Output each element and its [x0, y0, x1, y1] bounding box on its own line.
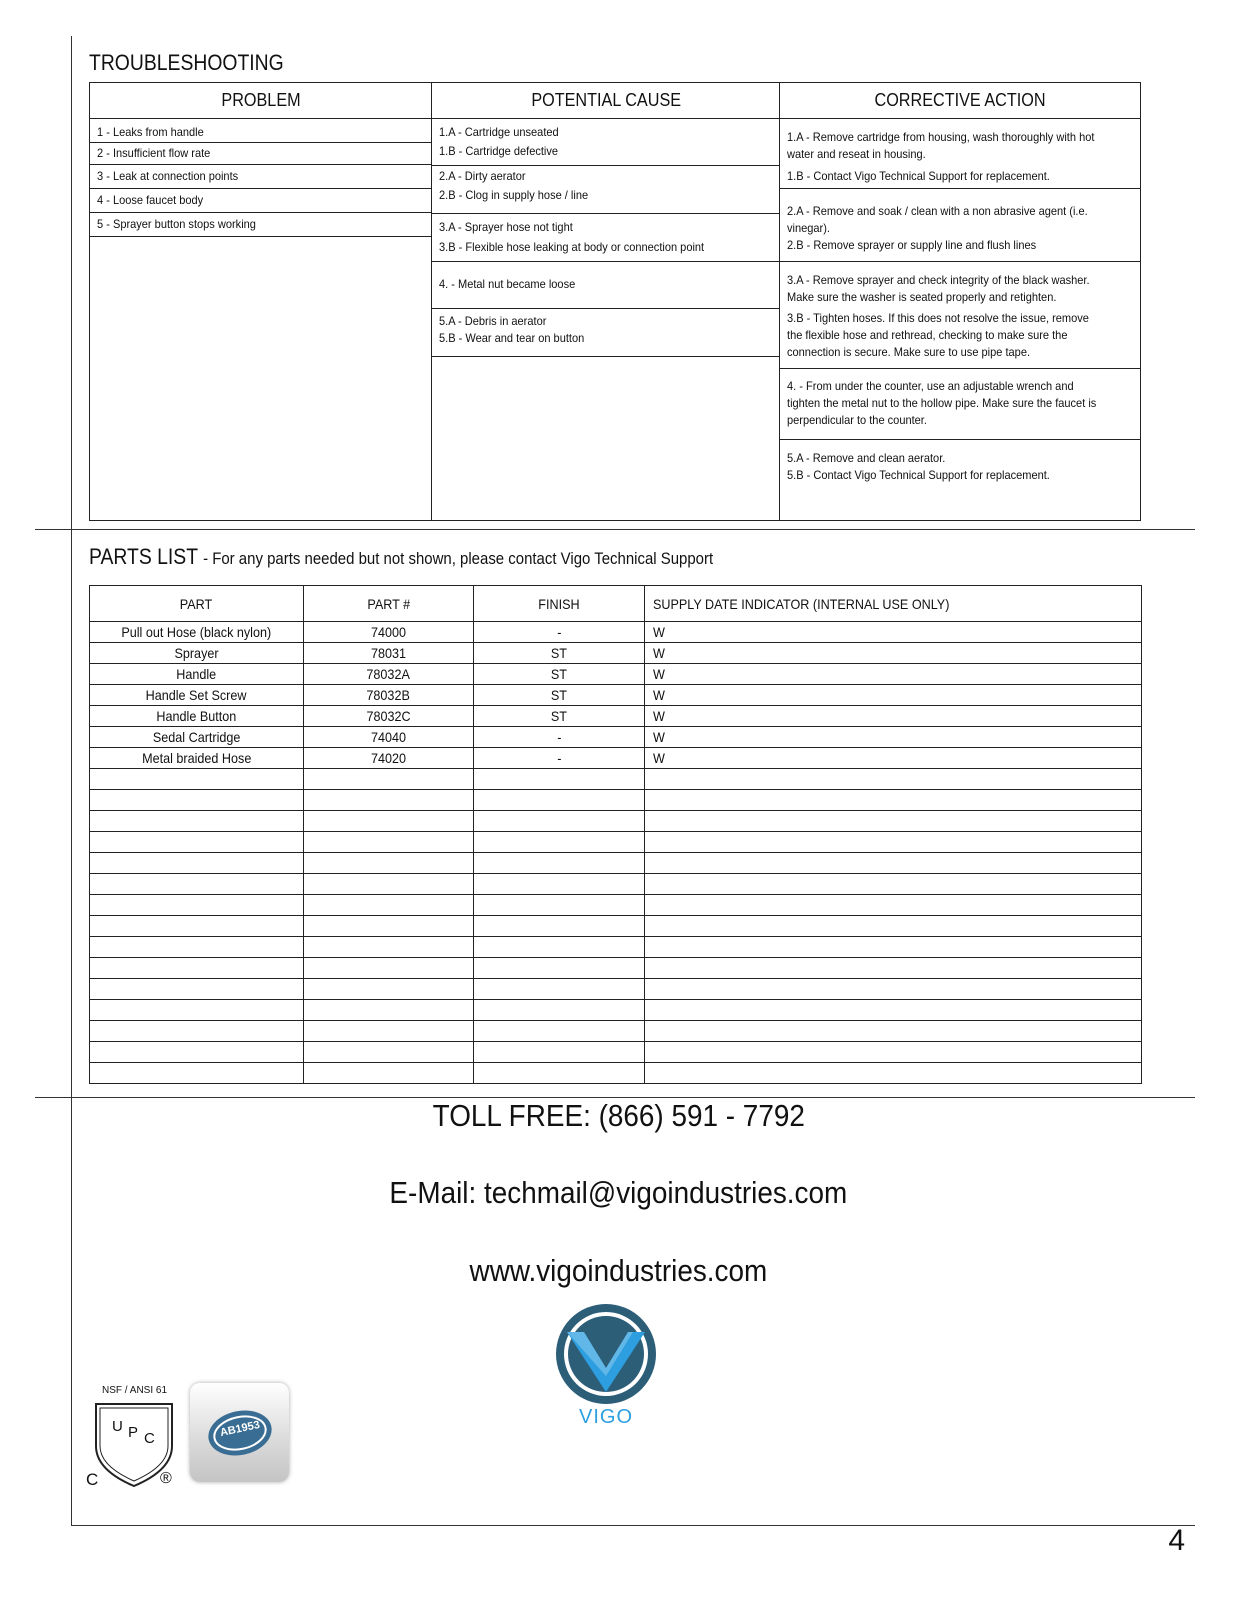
empty-cell [474, 916, 645, 937]
parts-empty-row [90, 916, 1142, 937]
part-name-cell: Metal braided Hose [90, 748, 304, 769]
empty-cell [304, 853, 474, 874]
bottom-rule [71, 1525, 1195, 1526]
empty-cell [304, 1021, 474, 1042]
finish-cell: - [474, 622, 645, 643]
supply-date-cell: W [645, 622, 1142, 643]
supply-date-cell: W [645, 706, 1142, 727]
empty-cell [474, 769, 645, 790]
empty-cell [645, 958, 1142, 979]
parts-empty-row [90, 958, 1142, 979]
part-number-cell: 78032A [304, 664, 474, 685]
parts-empty-row [90, 895, 1142, 916]
toll-free: TOLL FREE: (866) 591 - 7792 [432, 1098, 805, 1133]
page-number: 4 [1168, 1524, 1185, 1557]
action-cell: 4. - From under the counter, use an adjustable wrench and tighten the metal nut to the hollow pipe. Make sure the faucet is perpendicular to the counter. [780, 369, 1140, 440]
vigo-logo-text: VIGO [578, 1406, 633, 1428]
supply-date-cell: W [645, 685, 1142, 706]
parts-empty-row [90, 1063, 1142, 1084]
parts-row [90, 706, 1142, 727]
nsf-label: NSF / ANSI 61 [102, 1385, 168, 1396]
troubleshooting-table [89, 82, 1141, 521]
empty-cell [90, 811, 304, 832]
part-number-cell: 78032B [304, 685, 474, 706]
empty-cell [90, 979, 304, 1000]
problem-row: 1 - Leaks from handle [90, 123, 432, 143]
empty-cell [90, 1021, 304, 1042]
empty-cell [304, 958, 474, 979]
action-cell: 2.A - Remove and soak / clean with a non abrasive agent (i.e. vinegar). 2.B - Remove sprayer or supply line and flush lines [780, 189, 1140, 262]
empty-cell [90, 874, 304, 895]
supply-date-cell: W [645, 727, 1142, 748]
empty-cell [474, 874, 645, 895]
empty-cell [90, 769, 304, 790]
empty-cell [304, 811, 474, 832]
parts-empty-row [90, 874, 1142, 895]
parts-header-row [90, 586, 1142, 622]
header-potential-cause: POTENTIAL CAUSE [432, 83, 780, 119]
empty-cell [90, 937, 304, 958]
parts-empty-row [90, 1000, 1142, 1021]
vigo-logo-icon [553, 1302, 659, 1406]
empty-cell [304, 769, 474, 790]
empty-cell [645, 937, 1142, 958]
website[interactable]: www.vigoindustries.com [469, 1253, 768, 1288]
part-name-cell: Handle [90, 664, 304, 685]
parts-list-heading: PARTS LIST [89, 544, 198, 569]
finish-cell: ST [474, 643, 645, 664]
part-number-cell: 74000 [304, 622, 474, 643]
empty-cell [304, 874, 474, 895]
upc-letter: P [128, 1424, 139, 1441]
upc-letter: U [112, 1418, 123, 1435]
parts-row [90, 664, 1142, 685]
upc-c-mark: C [86, 1470, 99, 1489]
part-name-cell: Handle Set Screw [90, 685, 304, 706]
ab1953-badge [190, 1383, 289, 1482]
parts-empty-row [90, 979, 1142, 1000]
parts-list-title [89, 544, 713, 570]
empty-cell [474, 958, 645, 979]
email[interactable]: E-Mail: techmail@vigoindustries.com [389, 1175, 848, 1210]
header-problem: PROBLEM [90, 83, 432, 119]
empty-cell [645, 853, 1142, 874]
action-cell: 5.A - Remove and clean aerator. 5.B - Contact Vigo Technical Support for replacement. [787, 451, 1050, 482]
finish-cell: - [474, 748, 645, 769]
empty-cell [304, 937, 474, 958]
part-name-cell: Sedal Cartridge [90, 727, 304, 748]
parts-list-subtitle: - For any parts needed but not shown, please contact Vigo Technical Support [203, 549, 714, 568]
upc-mark [86, 1396, 186, 1492]
cause-cell: 5.A - Debris in aerator 5.B - Wear and tear on button [432, 309, 780, 357]
finish-cell: ST [474, 706, 645, 727]
empty-cell [90, 832, 304, 853]
finish-cell: - [474, 727, 645, 748]
parts-row [90, 685, 1142, 706]
part-name-cell: Sprayer [90, 643, 304, 664]
empty-cell [474, 1000, 645, 1021]
parts-row [90, 748, 1142, 769]
empty-cell [90, 895, 304, 916]
action-cell: 1.A - Remove cartridge from housing, wash thoroughly with hot water and reseat in housing. 1.B - Contact Vigo Technical Support for replacement. [780, 121, 1140, 189]
ab1953-label: AB1953 [219, 1418, 261, 1440]
left-margin-line [71, 36, 72, 1526]
empty-cell [304, 790, 474, 811]
empty-cell [645, 979, 1142, 1000]
empty-cell [474, 1021, 645, 1042]
cause-cell: 2.A - Dirty aerator 2.B - Clog in supply hose / line [432, 166, 780, 214]
problem-row: 4 - Loose faucet body [90, 189, 432, 213]
parts-empty-row [90, 937, 1142, 958]
parts-row [90, 727, 1142, 748]
empty-cell [90, 1042, 304, 1063]
part-name-cell: Pull out Hose (black nylon) [90, 622, 304, 643]
empty-cell [90, 853, 304, 874]
empty-cell [645, 790, 1142, 811]
section-divider-1 [35, 529, 1195, 530]
empty-cell [645, 916, 1142, 937]
parts-row [90, 622, 1142, 643]
header-finish: FINISH [474, 586, 645, 622]
part-number-cell: 74040 [304, 727, 474, 748]
empty-cell [645, 811, 1142, 832]
part-name-cell: Handle Button [90, 706, 304, 727]
empty-cell [90, 1063, 304, 1084]
problem-row: 5 - Sprayer button stops working [90, 213, 432, 237]
empty-cell [304, 1042, 474, 1063]
parts-empty-row [90, 1042, 1142, 1063]
empty-cell [90, 916, 304, 937]
parts-empty-row [90, 832, 1142, 853]
registered-mark: ® [160, 1470, 172, 1487]
header-corrective-action: CORRECTIVE ACTION [780, 83, 1140, 119]
supply-date-cell: W [645, 643, 1142, 664]
cause-cell: 3.A - Sprayer hose not tight 3.B - Flexible hose leaking at body or connection point [432, 214, 780, 262]
troubleshooting-title: TROUBLESHOOTING [89, 50, 284, 75]
action-cell: 3.A - Remove sprayer and check integrity of the black washer. Make sure the washer is seated properly and retighten. 3.B - Tighten hoses. If this does not resolve the issue, remove the flexible hose and rethread, checking to make sure the connection is secure. Make sure to use pipe tape. [780, 262, 1140, 369]
part-number-cell: 74020 [304, 748, 474, 769]
problem-row: 2 - Insufficient flow rate [90, 143, 432, 165]
empty-cell [474, 832, 645, 853]
empty-cell [645, 832, 1142, 853]
empty-cell [645, 895, 1142, 916]
header-part: PART [90, 586, 304, 622]
empty-cell [645, 1042, 1142, 1063]
supply-date-cell: W [645, 664, 1142, 685]
empty-cell [304, 979, 474, 1000]
empty-cell [90, 958, 304, 979]
empty-cell [474, 853, 645, 874]
parts-table [89, 585, 1142, 1084]
header-part-number: PART # [304, 586, 474, 622]
empty-cell [645, 769, 1142, 790]
empty-cell [90, 790, 304, 811]
empty-cell [474, 1063, 645, 1084]
empty-cell [474, 979, 645, 1000]
problem-row: 3 - Leak at connection points [90, 165, 432, 189]
parts-empty-row [90, 853, 1142, 874]
parts-empty-row [90, 790, 1142, 811]
empty-cell [474, 811, 645, 832]
parts-empty-row [90, 769, 1142, 790]
upc-letter: C [144, 1430, 155, 1447]
parts-empty-row [90, 811, 1142, 832]
part-number-cell: 78031 [304, 643, 474, 664]
vigo-logo [553, 1302, 659, 1430]
empty-cell [645, 1063, 1142, 1084]
parts-row [90, 643, 1142, 664]
finish-cell: ST [474, 664, 645, 685]
cause-cell: 4. - Metal nut became loose [432, 262, 780, 309]
empty-cell [645, 1021, 1142, 1042]
empty-cell [645, 1000, 1142, 1021]
finish-cell: ST [474, 685, 645, 706]
empty-cell [645, 874, 1142, 895]
empty-cell [474, 1042, 645, 1063]
empty-cell [474, 895, 645, 916]
cause-cell: 1.A - Cartridge unseated 1.B - Cartridge defective [432, 121, 780, 166]
parts-empty-row [90, 1021, 1142, 1042]
empty-cell [304, 1000, 474, 1021]
header-supply-date: SUPPLY DATE INDICATOR (INTERNAL USE ONLY) [645, 586, 1142, 622]
empty-cell [304, 916, 474, 937]
supply-date-cell: W [645, 748, 1142, 769]
part-number-cell: 78032C [304, 706, 474, 727]
empty-cell [474, 790, 645, 811]
empty-cell [304, 1063, 474, 1084]
empty-cell [304, 832, 474, 853]
empty-cell [304, 895, 474, 916]
empty-cell [90, 1000, 304, 1021]
empty-cell [474, 937, 645, 958]
